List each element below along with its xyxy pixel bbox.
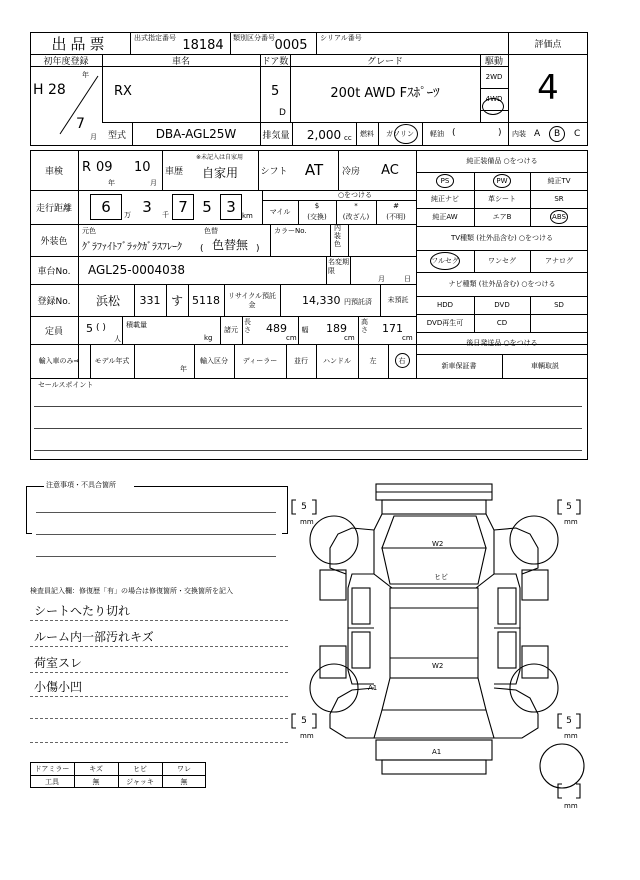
inspection-year-unit: 年 (108, 179, 115, 187)
name-change-day-unit: 日 (404, 275, 411, 283)
details-section (30, 150, 588, 460)
height-label: 高さ (361, 318, 368, 334)
later-warranty: 新車保証書 (441, 362, 477, 370)
note-line-2: ルーム内一部汚れキズ (34, 630, 154, 644)
interior-grade-b: B (554, 129, 561, 139)
fuel-label: 燃料 (360, 130, 374, 138)
aircon-value: AC (381, 162, 399, 178)
handle-label: ハンドル (323, 357, 351, 365)
reg-no-label: 登録No. (37, 296, 71, 307)
height-unit: cm (402, 334, 413, 342)
legend-v4: 無 (180, 777, 188, 786)
note-line-4: 小傷小凹 (34, 680, 83, 694)
eval-score: 4 (537, 68, 559, 108)
color-change-label: 色替 (204, 227, 218, 235)
first-reg-month: 7 (76, 116, 85, 132)
legend-v1: 工具 (45, 777, 59, 786)
car-name-label: 車名 (171, 56, 190, 67)
mileage-digits (82, 192, 262, 222)
recycle-unit: 円預託済 (344, 298, 372, 306)
history-label: 車歴 (164, 166, 183, 177)
load-kg-unit: kg (204, 334, 213, 342)
later-manual: 車輌取説 (531, 362, 559, 370)
exhibit-no: 18184 (182, 37, 224, 53)
mileage-digit-4: 5 (202, 198, 212, 216)
grade-label: グレード (366, 56, 403, 67)
serial-label: シリアル番号 (320, 34, 362, 42)
chassis-value: AGL25-0004038 (88, 263, 186, 277)
mile-star-sub: (改ざん) (342, 213, 370, 221)
eval-label: 評価点 (534, 39, 562, 50)
shift-value: AT (304, 161, 324, 179)
car-name: RX (114, 84, 132, 99)
length-label: 長さ (244, 318, 251, 334)
mark-rear-left-a1: A1 (368, 684, 378, 692)
navi-sd: SD (554, 301, 564, 309)
later-header: 後日発送品 ○をつける (466, 339, 538, 347)
width-label: 幅 (301, 326, 309, 334)
reg-number: 5118 (192, 293, 220, 307)
handle-left: 左 (369, 357, 377, 365)
displacement-label: 排気量 (262, 130, 290, 141)
handle-right-circle (395, 353, 410, 368)
type-class: 0005 (274, 37, 308, 53)
drive-4wd-circle (482, 98, 504, 115)
equip-header: 純正装備品 ○をつける (466, 157, 538, 165)
legend-table (30, 762, 206, 788)
model-year-unit: 年 (180, 365, 187, 373)
mileage-digit-3: 7 (178, 198, 188, 216)
mileage-digit-2: 3 (142, 198, 152, 216)
inspection-year: 09 (96, 160, 113, 175)
color-code-label: カラーNo. (274, 227, 307, 235)
dealer-label: ディーラー (242, 357, 278, 365)
notes-section (26, 478, 294, 788)
handle-right: 右 (398, 357, 406, 365)
drive-2wd: 2WD (485, 73, 503, 81)
mileage-digit-5: 3 (226, 198, 236, 216)
mark-windshield-hibi: ヒビ (434, 573, 448, 581)
tv-fullseg: フルセグ (431, 257, 459, 265)
car-diagram (290, 478, 590, 818)
fuel-gasoline: ガソリン (386, 130, 414, 138)
orig-color-label: 元色 (82, 227, 96, 235)
history-value: 自家用 (201, 165, 238, 180)
chassis-label: 車台No. (37, 266, 71, 277)
inspector-label: 検査員記入欄：修復歴「有」の場合は修復箇所・交換箇所を記入 (30, 587, 233, 595)
import-class-label: 輸入区分 (200, 357, 228, 365)
first-reg-era: H 28 (33, 82, 66, 98)
exhibit-no-label: 出式指定番号 (134, 34, 176, 42)
equip-abs: ABS (552, 213, 566, 221)
door-count: 5 (271, 84, 280, 99)
parallel-label: 並行 (294, 357, 308, 365)
equip-pw-circle (493, 174, 511, 188)
equip-aw: 純正AW (432, 213, 458, 221)
tire-rr-value: 5 (566, 716, 572, 726)
recycle-label: リサイクル預託金 (227, 292, 277, 309)
equip-airbag: エアB (492, 213, 512, 221)
reg-kana: す (170, 293, 183, 308)
type-class-label: 類別区分番号 (233, 34, 275, 42)
color-paren-close: ) (256, 244, 260, 254)
capacity-label: 定員 (44, 326, 63, 337)
car-outline (290, 478, 590, 818)
capacity-unit: 人 (114, 335, 121, 343)
fuel-paren-close: ) (498, 128, 502, 138)
displacement-unit: cc (344, 134, 352, 142)
mileage-km-unit: km (242, 212, 253, 220)
name-change-month-unit: 月 (378, 275, 385, 283)
model-value: DBA-AGL25W (155, 127, 237, 141)
equip-leather: 革シート (488, 195, 516, 203)
tire-rl-value: 5 (301, 716, 307, 726)
recycle-value: 14,330 (302, 294, 341, 307)
mile-dollar-sub: (交換) (307, 213, 327, 221)
reg-class: 331 (139, 293, 161, 307)
mile-dollar: $ (314, 202, 320, 210)
caution-label: 注意事項・不具合箇所 (46, 481, 116, 489)
drive-label: 駆動 (484, 56, 503, 67)
tire-fl-value: 5 (301, 502, 307, 512)
color-value: ｸﾞﾗﾌｧｲﾄﾌﾞﾗｯｸｶﾞﾗｽﾌﾚｰｸ (82, 242, 182, 253)
mileage-digit-1: 6 (101, 198, 111, 216)
displacement-value: 2,000 (306, 128, 342, 142)
legend-h2: キズ (89, 764, 103, 773)
navi-dvd: DVD (494, 301, 510, 309)
drive-4wd: 4WD (485, 95, 503, 103)
navi-dvd-play: DVD再生可 (426, 319, 464, 327)
tv-header: TV種類 (社外品含む) ○をつける (450, 234, 554, 242)
length-unit: cm (286, 334, 297, 342)
equip-ps-circle (436, 174, 454, 188)
tire-fr-value: 5 (566, 502, 572, 512)
capacity-paren: ( ) (96, 323, 106, 333)
navi-header: ナビ種類 (社外品含む) ○をつける (448, 280, 556, 288)
load-label: 積載量 (126, 321, 147, 329)
note-line-3: 荷室スレ (34, 656, 83, 670)
height-value: 171 (382, 322, 403, 335)
first-reg-month-unit: 月 (90, 133, 97, 141)
equip-ps: PS (440, 177, 450, 185)
inspection-era: R (82, 160, 92, 175)
history-note: ※未記入は自家用 (196, 154, 244, 161)
doors-label: ドア数 (261, 56, 289, 67)
tv-fullseg-circle (430, 252, 460, 270)
model-year-label: モデル年式 (94, 357, 130, 365)
header-section (30, 32, 588, 146)
note-line-1: シートへたり切れ (34, 604, 131, 618)
color-paren-open: ( (200, 244, 204, 254)
door-type: D (279, 108, 286, 118)
first-reg-year-unit: 年 (82, 71, 89, 79)
tire-rr-unit: mm (564, 732, 578, 740)
fuel-diesel-label: 軽油 (430, 130, 444, 138)
equip-abs-circle (550, 210, 568, 224)
fuel-gasoline-circle (394, 124, 418, 144)
mileage-sen-unit: 千 (162, 211, 169, 219)
mark-rear-w2: W2 (432, 662, 444, 670)
equip-tv: 純正TV (547, 177, 571, 185)
dims-label: 諸元 (224, 326, 238, 334)
equip-navi: 純正ナビ (431, 195, 459, 203)
color-label: 外装色 (40, 236, 68, 247)
equip-sr: SR (554, 195, 564, 203)
interior-grade-b-circle (549, 126, 565, 142)
tv-oneseg: ワンセグ (488, 257, 516, 265)
aircon-label: 冷房 (341, 166, 360, 177)
navi-hdd: HDD (436, 301, 454, 309)
mile-star: * (354, 202, 358, 210)
mark-rear-bumper-a1: A1 (432, 748, 442, 756)
sheet-title: 出品票 (51, 34, 109, 53)
length-value: 489 (266, 322, 287, 335)
width-unit: cm (344, 334, 355, 342)
capacity-value: 5 (86, 322, 93, 335)
mileage-label: 走行距離 (35, 203, 72, 214)
navi-cd: CD (496, 319, 508, 327)
fuel-paren-open: ( (452, 128, 456, 138)
color-change-value: 色替無 (212, 238, 249, 252)
interior-color-label: 内装色 (334, 224, 341, 248)
legend-h1: ドアミラー (34, 764, 70, 773)
recycle-status: 未預託 (387, 296, 409, 304)
mile-label: マイル (269, 208, 291, 216)
tire-fr-unit: mm (564, 518, 578, 526)
interior-label: 内装 (512, 130, 526, 138)
width-value: 189 (326, 322, 347, 335)
legend-h3: ヒビ (133, 764, 147, 773)
mile-hash: # (393, 202, 399, 210)
mile-hash-sub: (不明) (386, 213, 406, 221)
mark-hood-w2: W2 (432, 540, 444, 548)
reg-area: 浜松 (95, 293, 120, 308)
legend-v3: ジャッキ (126, 777, 154, 786)
mileage-man-unit: 万 (124, 211, 131, 219)
import-label: 輸入車のみ⇒ (38, 357, 80, 365)
inspection-label: 車検 (44, 166, 63, 177)
shift-label: シフト (260, 166, 288, 177)
grade-value: 200t AWD Fｽﾎﾟｰﾂ (330, 85, 440, 101)
mileage-circle-note: ○をつける (337, 191, 373, 199)
interior-grade-a: A (534, 129, 541, 139)
spare-unit: mm (564, 802, 578, 810)
tv-analog: アナログ (545, 257, 573, 265)
name-change-label: 名変期限 (328, 258, 349, 275)
equip-pw: PW (496, 177, 508, 185)
tire-rl-unit: mm (300, 732, 314, 740)
inspection-month: 10 (134, 160, 151, 175)
interior-grade-c: C (574, 129, 581, 139)
legend-h4: ワレ (177, 764, 191, 773)
first-reg-label: 初年度登録 (43, 56, 89, 67)
legend-v2: 無 (92, 777, 100, 786)
sales-point-label: セールスポイント (38, 381, 94, 389)
equipment-panel (416, 150, 588, 378)
tire-fl-unit: mm (300, 518, 314, 526)
model-label: 型式 (107, 130, 126, 141)
inspection-month-unit: 月 (150, 179, 157, 187)
